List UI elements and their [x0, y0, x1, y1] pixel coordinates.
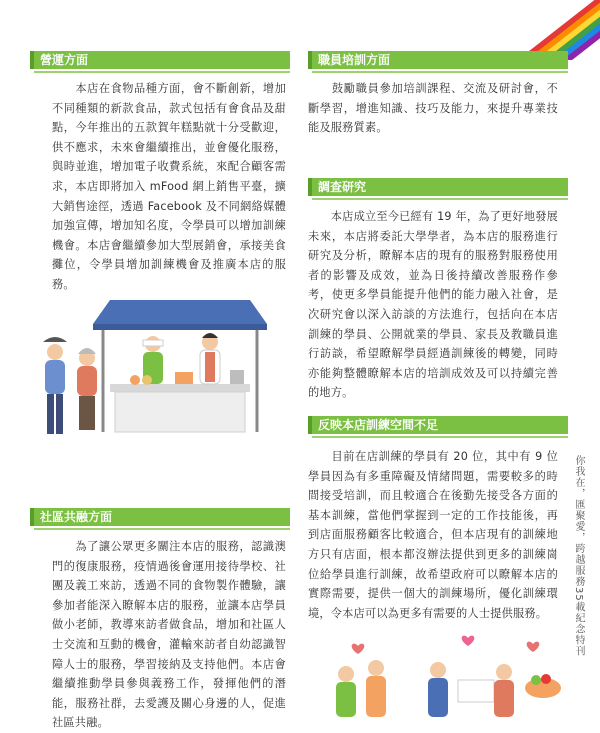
side-caption: 你我在，匯聚愛，跨越服務35載紀念特刊: [573, 455, 584, 657]
section-body-research: 本店成立至今已經有 19 年，為了更好地發展未來，本店將委託大學學者，為本店的服務進行研究及分析，瞭解本店的現有的服務對服務使用者的影響及成效，並為日後持續改善服務作參考，使更多學員能提升他們的能力融入社會，是次研究會以深入訪談的方法進行，包括向在本店訓練的學員、公開就業的學員、家長及教職員進行訪談，希望瞭解學員經過訓練後的轉變，同時亦能夠整體瞭解本店的培訓成效及可以持續完善的地方。: [308, 210, 558, 400]
section-body-community: 為了讓公眾更多關注本店的服務，認識澳門的復康服務，疫情過後會運用接待學校、社團及義工來訪，透過不同的食物製作體驗，讓參加者能深入瞭解本店的服務，並讓本店學員做小老師，教導來訪者做食品，增加和社區人士交流和互動的機會，灌輸來訪者自幼認識智障人士的服務，學習接納及支持他們。本店會繼續推動學員參與義務工作，發揮他們的潛能，服務社群，去愛護及關心身邊的人，促進社區共融。: [52, 540, 286, 730]
section-title-staff-training: 職員培訓方面: [308, 51, 568, 69]
section-title-operations: 營運方面: [30, 51, 290, 69]
section-title-community: 社區共融方面: [30, 508, 290, 526]
section-title-space: 反映本店訓練空間不足: [308, 416, 568, 434]
section-title-research: 調查研究: [308, 178, 568, 196]
section-body-staff-training: 鼓勵職員參加培訓課程、交流及研討會，不斷學習，增進知識、技巧及能力，來提升專業技能及服務質素。: [308, 82, 558, 135]
community-people-illustration: [318, 628, 568, 717]
section-body-operations: 本店在食物品種方面，會不斷創新，增加不同種類的新款食品，款式包括有會食品及甜點，今年推出的五款賀年糕點就十分受歡迎，供不應求，未來會繼續推出，並會優化服務，與時並進，增加電子收費系統，來配合顧客需求，本店即將加入 mFood 網上銷售平臺，擴大銷售途徑，透過 Facebook 及不同網絡媒體加強宣傳，增加知名度，令學員可以增加訓練機會。本店會繼續參加大型展銷會，承接美食攤位，令學員增加訓練機會及推廣本店的服務。: [52, 82, 286, 291]
section-body-space: 目前在店訓練的學員有 20 位，其中有 9 位學員因為有多重障礙及情緒問題，需要較多的時間接受培訓，而且較適合在後勤先接受各方面的基本訓練，當他們掌握到一定的工作技能後，再到店面服務顧客比較適合，但本店現有的訓練地方只有店面，根本都沒辦法提供到更多的訓練崗位給學員進行訓練，故希望政府可以瞭解本店的實際需要，提供一個大的訓練場所，優化訓練環境，令本店可以為更多有需要的人士提供服務。: [308, 450, 558, 620]
market-stall-illustration: [35, 292, 285, 452]
